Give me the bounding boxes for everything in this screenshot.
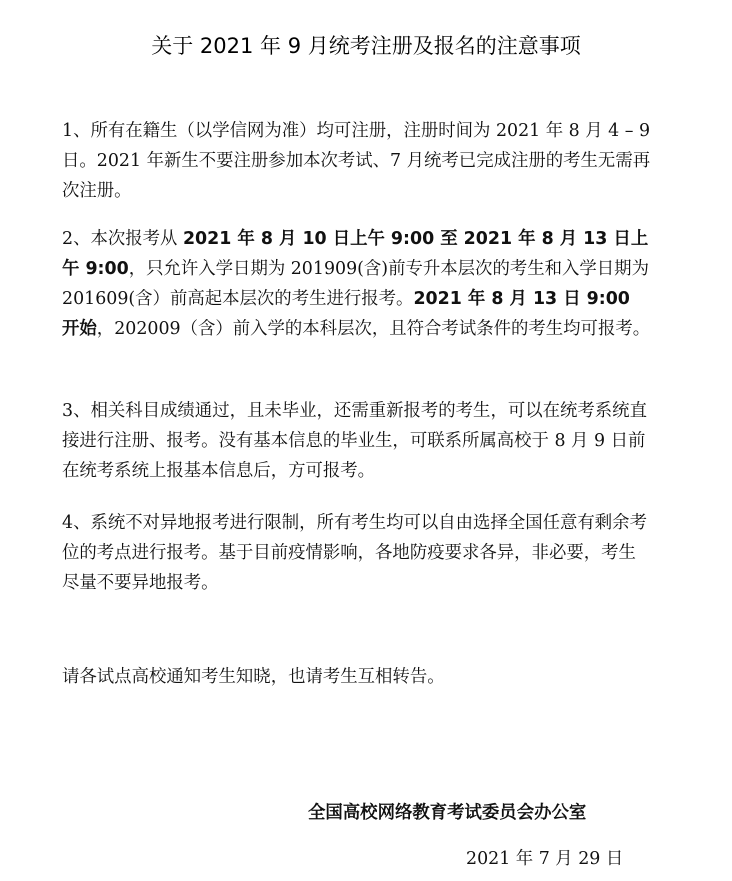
item2-middle: ，只允许入学日期为 201909(含)前专升本层次的考生和入学日期为 201609(含）前高起本层次的考生进行报考。 (62, 259, 649, 309)
item-registration: 1、所有在籍生（以学信网为准）均可注册，注册时间为 2021 年 8 月 4 – 9 日。2021 年新生不要注册参加本次考试、7 月统考已完成注册的考生无需再次注册。 (62, 121, 651, 201)
item-re-registration: 3、相关科目成绩通过，且未毕业，还需重新报考的考生，可以在统考系统直接进行注册、报考。没有基本信息的毕业生，可联系所属高校于 8 月 9 日前在统考系统上报基本信息后，方可报考。 (62, 401, 647, 481)
closing-notice: 请各试点高校通知考生知晓，也请考生互相转告。 (62, 667, 445, 687)
issue-date: 2021 年 7 月 29 日 (466, 849, 624, 869)
item2-period-bold: 2021 年 8 月 10 日上午 9:00 至 2021 年 8 月 13 日上午 9:00 (62, 229, 649, 279)
document-title: 关于 2021 年 9 月统考注册及报名的注意事项 (151, 34, 581, 58)
item2-prefix: 2、本次报考从 (62, 229, 183, 249)
issuer-signature: 全国高校网络教育考试委员会办公室 (308, 803, 587, 823)
item2-suffix: ，202009（含）前入学的本科层次，且符合考试条件的考生均可报考。 (96, 319, 651, 339)
item-location-restriction: 4、系统不对异地报考进行限制，所有考生均可以自由选择全国任意有剩余考位的考点进行报考。基于目前疫情影响，各地防疫要求各异，非必要，考生尽量不要异地报考。 (62, 513, 647, 593)
item-application-period (62, 224, 652, 344)
item2-start-bold: 2021 年 8 月 13 日 9:00 开始 (62, 289, 630, 339)
